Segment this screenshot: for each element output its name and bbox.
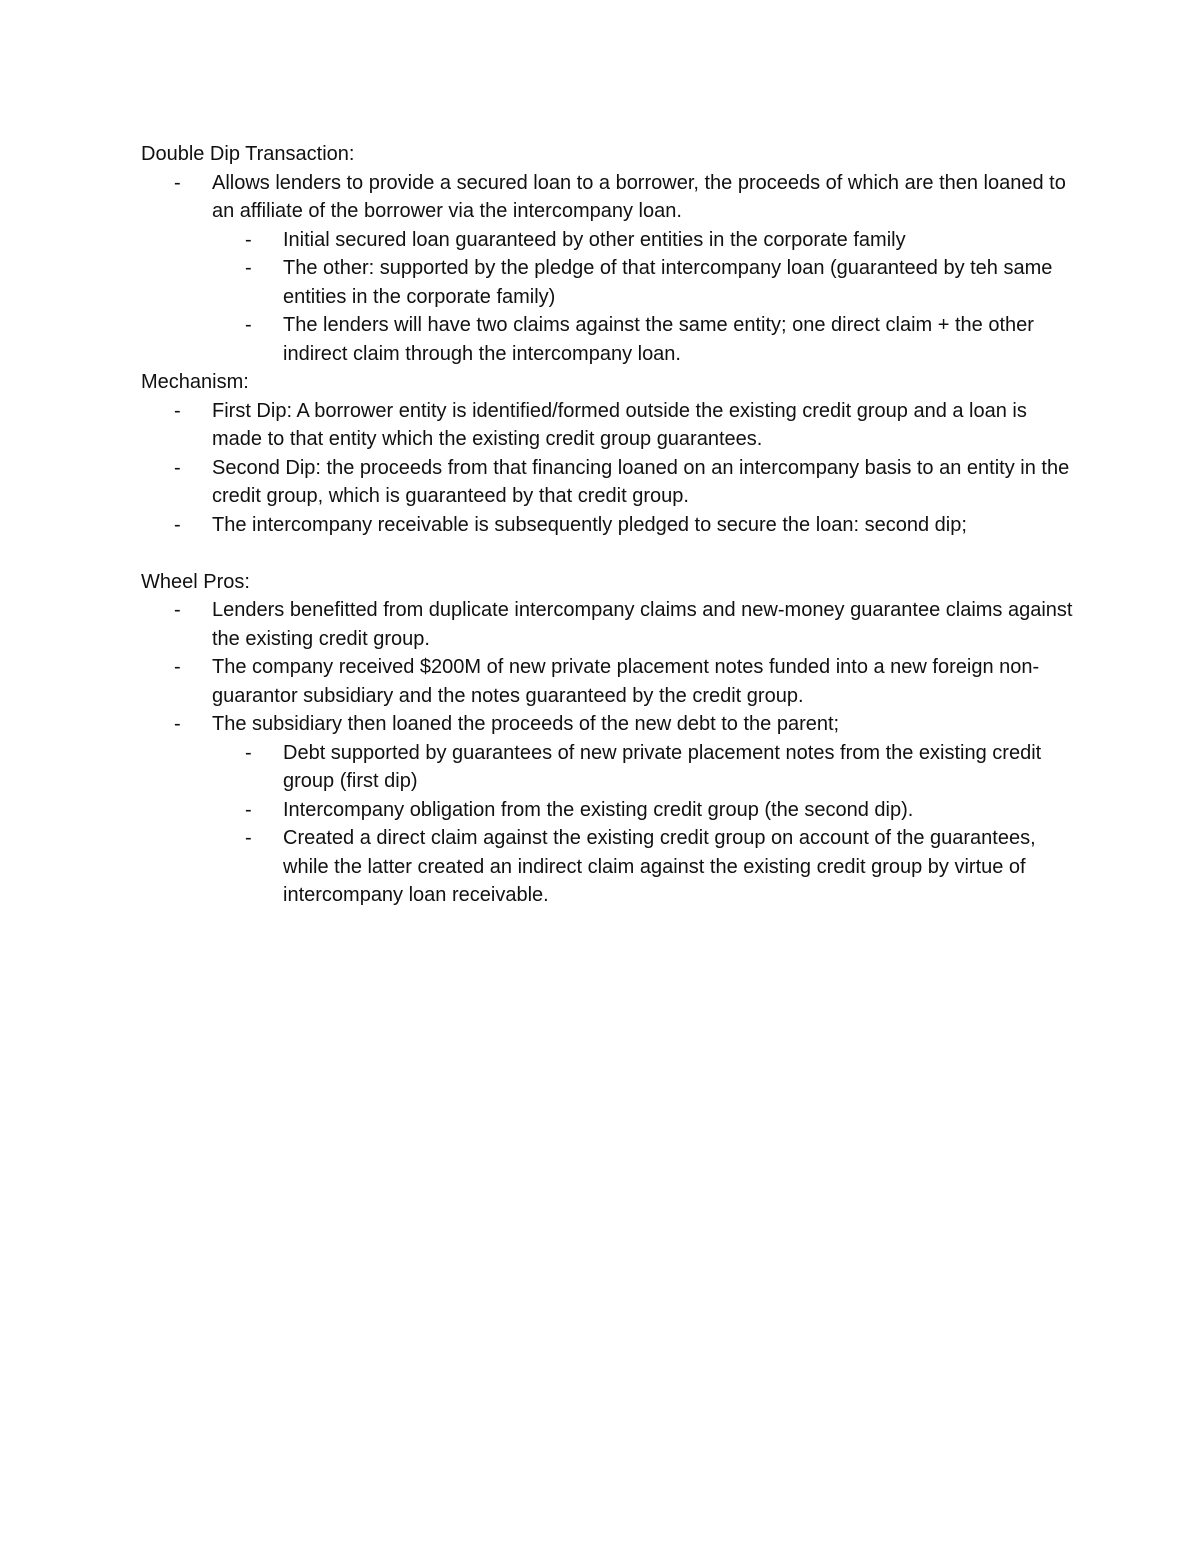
dash-bullet-icon: - — [245, 257, 252, 279]
list-item-text: The company received $200M of new private placement notes funded into a new foreign non-guarantor subsidiary and the notes guaranteed by the credit group. — [212, 656, 1040, 707]
list-item-text: Lenders benefitted from duplicate intercompany claims and new-money guarantee claims against the existing credit group. — [212, 599, 1073, 650]
dash-bullet-icon: - — [174, 656, 181, 678]
list-item-text: Created a direct claim against the existing credit group on account of the guarantees, while the latter created an indirect claim against the existing credit group by virtue of intercompany loan receivable. — [283, 827, 1036, 906]
section-heading: Mechanism: — [141, 371, 249, 393]
list-item — [141, 397, 1081, 454]
dash-bullet-icon: - — [174, 399, 181, 422]
bullet-list — [141, 169, 1081, 369]
list-item — [141, 311, 1081, 368]
list-item — [141, 596, 1081, 653]
dash-bullet-icon: - — [174, 456, 181, 479]
list-item — [141, 169, 1081, 226]
list-item — [141, 824, 1081, 910]
list-item-text: The lenders will have two claims against the same entity; one direct claim + the other indirect claim through the intercompany loan. — [283, 314, 1034, 365]
list-item-text: First Dip: A borrower entity is identified/formed outside the existing credit group and a loan is made to that entity which the existing credit group guarantees. — [212, 399, 1027, 450]
dash-bullet-icon: - — [245, 798, 252, 821]
blank-line — [141, 539, 1081, 568]
list-item — [141, 254, 1081, 311]
list-item-text: Allows lenders to provide a secured loan to a borrower, the proceeds of which are then loaned to an affiliate of the borrower via the intercompany loan. — [212, 171, 1066, 222]
list-item-text: Debt supported by guarantees of new private placement notes from the existing credit group (first dip) — [283, 741, 1042, 792]
list-item — [141, 226, 1081, 255]
dash-bullet-icon: - — [245, 228, 252, 251]
dash-bullet-icon: - — [245, 741, 252, 764]
section-heading: Double Dip Transaction: — [141, 143, 355, 165]
dash-bullet-icon: - — [245, 314, 252, 336]
bullet-list — [141, 596, 1081, 910]
list-item-text: The other: supported by the pledge of that intercompany loan (guaranteed by teh same entities in the corporate family) — [283, 257, 1053, 308]
dash-bullet-icon: - — [174, 171, 181, 194]
list-item-text: Second Dip: the proceeds from that financing loaned on an intercompany basis to an entity in the credit group, which is guaranteed by that credit group. — [212, 456, 1070, 507]
dash-bullet-icon: - — [245, 827, 252, 849]
dash-bullet-icon: - — [174, 713, 181, 735]
dash-bullet-icon: - — [174, 513, 181, 536]
bullet-list — [141, 397, 1081, 540]
document-body — [141, 140, 1081, 910]
list-item — [141, 796, 1081, 825]
list-item-text: Initial secured loan guaranteed by other entities in the corporate family — [283, 228, 906, 251]
list-item — [141, 511, 1081, 540]
section-heading: Wheel Pros: — [141, 570, 250, 593]
list-item — [141, 739, 1081, 796]
list-item-text: The intercompany receivable is subsequently pledged to secure the loan: second dip; — [212, 513, 967, 536]
list-item — [141, 710, 1081, 739]
list-item — [141, 454, 1081, 511]
list-item — [141, 653, 1081, 710]
list-item-text: Intercompany obligation from the existing credit group (the second dip). — [283, 798, 914, 821]
dash-bullet-icon: - — [174, 599, 181, 621]
list-item-text: The subsidiary then loaned the proceeds of the new debt to the parent; — [212, 713, 840, 735]
